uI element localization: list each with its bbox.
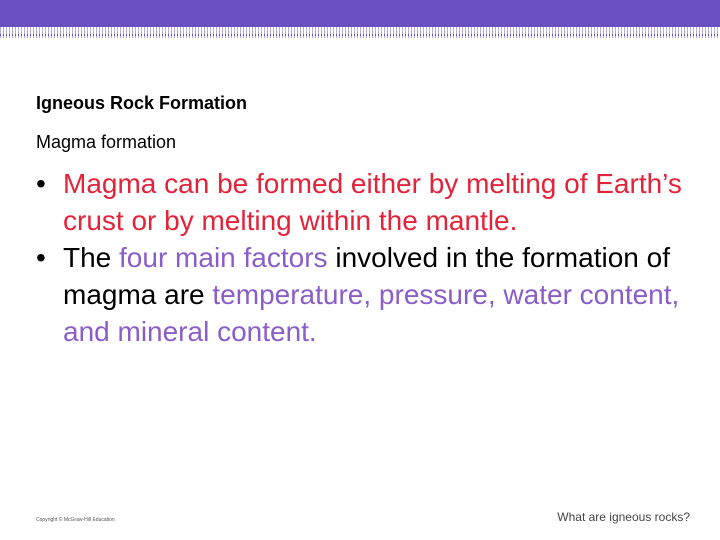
bullet-2-highlight-list: temperature, pressure, water content, and mineral content. bbox=[63, 279, 680, 347]
bullet-marker: • bbox=[36, 242, 46, 273]
header-bar bbox=[0, 0, 720, 27]
section-title: What are igneous rocks? bbox=[557, 510, 690, 524]
bullet-2-text-part-2: involved in the formation of magma are bbox=[63, 242, 670, 310]
bullet-list bbox=[36, 165, 700, 350]
slide-heading: Igneous Rock Formation bbox=[36, 93, 248, 113]
header-stripe bbox=[0, 27, 720, 38]
bullet-2-highlight-factors: four main factors bbox=[119, 242, 328, 273]
bullet-2-text-part-1: The bbox=[63, 242, 120, 273]
bullet-item-1 bbox=[36, 165, 700, 239]
bullet-1-text: Magma can be formed either by melting of Earth’s crust or by melting within the mantle. bbox=[63, 168, 682, 236]
slide-subheading: Magma formation bbox=[36, 132, 177, 152]
bullet-marker: • bbox=[36, 168, 46, 199]
copyright-text: Copyright © McGraw-Hill Education bbox=[36, 517, 115, 523]
header-stripe-line bbox=[0, 34, 720, 36]
bullet-item-2 bbox=[36, 239, 700, 350]
